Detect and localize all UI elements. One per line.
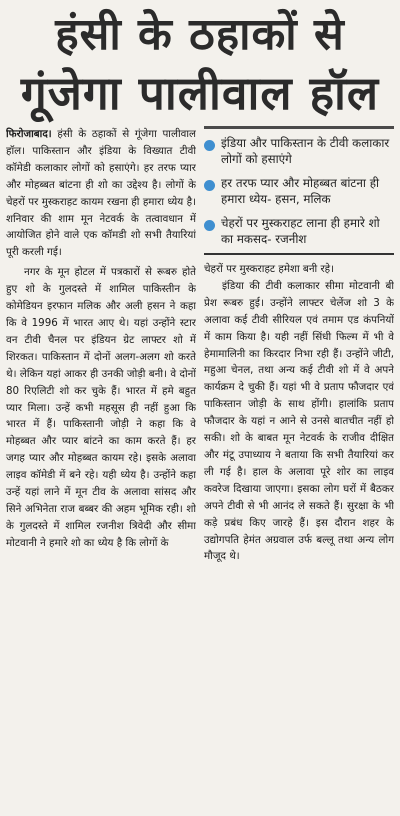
article-column-left [6, 126, 196, 812]
article-paragraph [6, 126, 196, 261]
bullet-dot-icon [204, 220, 215, 231]
highlights-box [204, 126, 394, 255]
highlight-text: चेहरों पर मुस्कराहट लाना ही हमारे शो का मकसद- रजनीश [221, 216, 380, 246]
headline-line-1: हंसी के ठहाकों से [55, 9, 345, 60]
paragraph-text: हंसी के ठहाकों से गूंजेगा पालीवाल हॉल। पाकिस्तान और इंडिया के विख्यात टीवी कॉमेडी कलाकार लोगों को हसाएंगे। हर तरफ प्यार और मोहब्बत बांटना ही शो का उद्देश्य है। लोगों के चेहरों पर मुस्कराहट कायम रखना ही हमारा ध्येय है। शनिवार की शाम मून नेटवर्क के तत्वावधान में आयोजित होने वाले एक कॉमडी शो सभी तैयारियां पूरी करली गई। [6, 128, 196, 259]
bullet-dot-icon [204, 140, 215, 151]
bullet-dot-icon [204, 180, 215, 191]
article-body-right [204, 261, 394, 565]
article-paragraph: नगर के मून होटल में पत्रकारों से रूबरु होते हुए शो के गुलदस्ते में शामिल पाकिस्तीन के कोमेडियन इरफान मलिक और अली हसन ने कहा कि वे 1996 में भारत आए थे। यहां उन्होंने स्टार वन टीवी चैनल पर इंडियन ग्रेट लाफ्टर शो में शिरकत। पाकिस्तान में दोनों अलग-अलग शो करते थे। लेकिन यहां आकर ही उनकी जोड़ी बनी। वे दोनों 80 रिएलिटी शो कर चुके हैं। भारत में हमे बहुत प्यार मिला। उन्हें कभी महसूस ही नहीं हुआ कि भारत में हैं। पाकिस्तानी जोड़ी ने कहा कि वे मोहब्बत और प्यार बांटने का काम करते हैं। हर जगह प्यार और मोहब्बत कायम रहे। इसके अलावा लाइव कॉमेडी में बने रहे। यही ध्येय है। उन्होंने कहा उन्हें यहां लाने में मून टीव के अलावा सांसद और सिने अभिनेता राज बब्बर की अहम भूमिक रही। शो के गुलदस्ते में शामिल रजनीश त्रिवेदी और सीमा मोटवानी ने हमारे शो का ध्येय है कि लोगों के [6, 266, 196, 549]
article-paragraph: चेहरों पर मुस्कराहट हमेशा बनी रहे। [204, 263, 335, 275]
headline [8, 6, 392, 122]
headline-line-2: गूंजेगा पालीवाल हॉल [20, 66, 380, 120]
highlight-item [204, 215, 394, 247]
article-paragraph: इंडिया की टीवी कलाकार सीमा मोटवानी बी प्रेश रूबरु हुई। उन्होंने लाफ्टर चेलेंज शो 3 के अलावा कई टीवी सीरियल एवं तमाम एड कंपनियों में काम किया है। यही नहीं सिंधी फिल्म में भी वे हेमामालिनी का किरदार निभा रही हैं। उन्होंने जीटी, महुआ चेनल, तथा अन्य कई टीवी शो में वे अपने कार्यक्रम दे चुकी हैं। यहां भी वे प्रताप फौजदार एवं पाकिस्तान जोड़ी के साथ होंगी। हालांकि प्रताप फौजदार के यहां न आने से उनसे बातचीत नहीं हो सकी। शो के बाबत मून नेटवर्क के राजीव दीक्षित और मंटू उपाध्याय ने बताया कि सभी तैयारियां कर ली गई है। हाल के अलावा पूरे शोर का लाइव कवरेज दिखाया जाएगा। इसका लोग घरों में बैठकर अपने टीवी से भी आनंद ले सकते हैं। सुरक्षा के भी कड़े प्रबंध किए जारहे हैं। इस दौरान शहर के उद्योगपति हेमंत अग्रवाल उर्फ बल्लू तथा अन्य लोग मौजूद थे। [204, 279, 394, 563]
article-column-right [204, 126, 394, 812]
highlight-item [204, 135, 394, 167]
dateline: फिरोजाबाद। [6, 128, 52, 140]
highlight-item [204, 175, 394, 207]
highlight-text: इंडिया और पाकिस्तान के टीवी कलाकार लोगों को हसाएंगे [221, 136, 390, 166]
highlight-text: हर तरफ प्यार और मोहब्बत बांटना ही हमारा ध्येय- हसन, मलिक [221, 176, 380, 206]
